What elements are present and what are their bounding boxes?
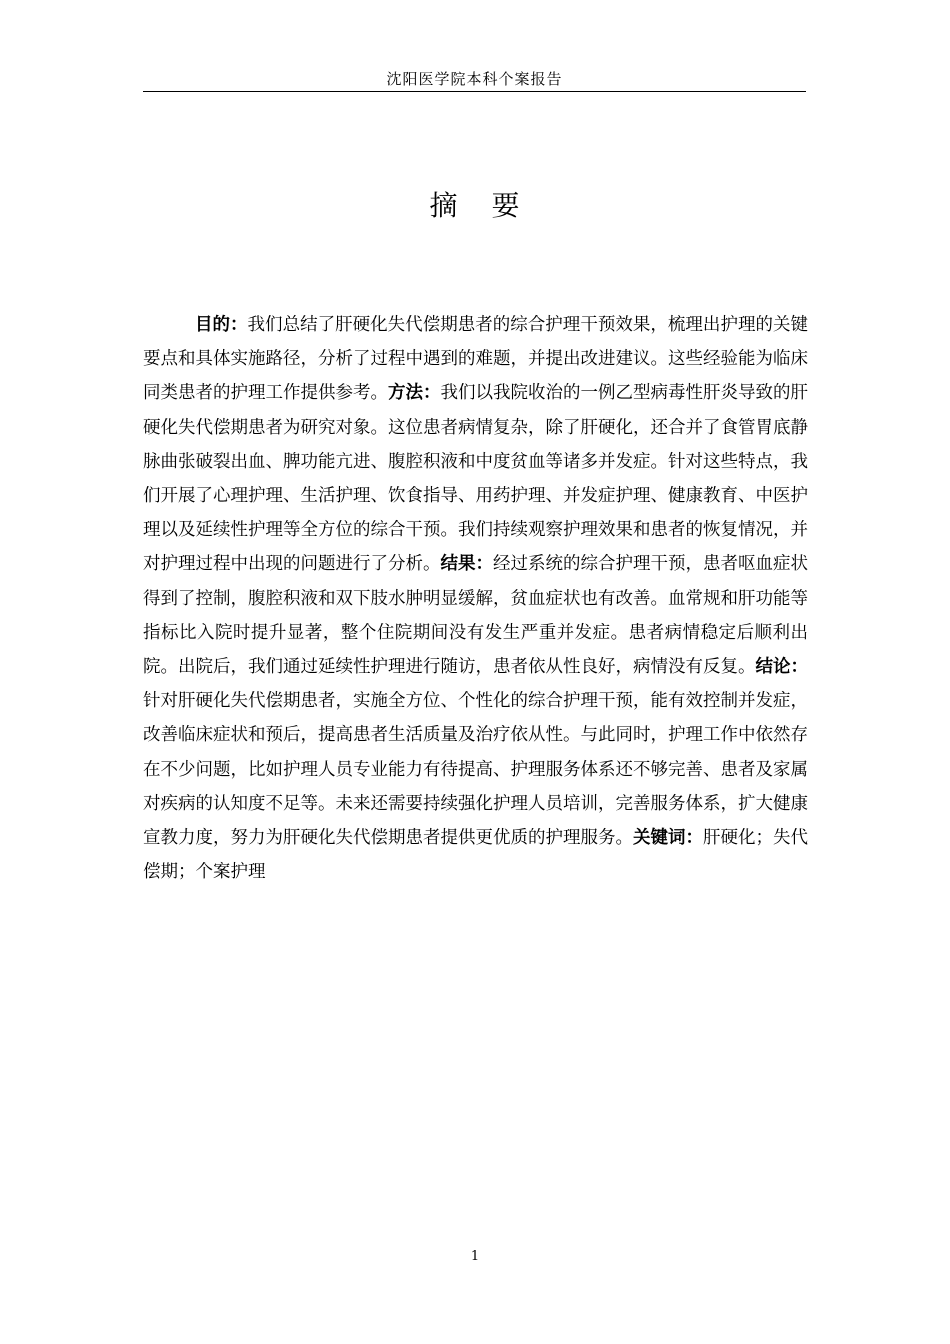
header-divider xyxy=(143,91,806,92)
abstract-paragraph xyxy=(143,308,808,889)
page-title xyxy=(143,186,806,226)
conclusion-label: 结论： xyxy=(755,657,808,678)
running-header-title: 沈阳医学院本科个案报告 xyxy=(386,70,563,88)
keywords-label: 关键词： xyxy=(633,828,703,849)
methods-text: 我们以我院收治的一例乙型病毒性肝炎导致的肝硬化失代偿期患者为研究对象。这位患者病情复杂，除了肝硬化，还合并了食管胃底静脉曲张破裂出血、脾功能亢进、腹腔积液和中度贫血等诸多并发症。针对这些特点，我们开展了心理护理、生活护理、饮食指导、用药护理、并发症护理、健康教育、中医护理以及延续性护理等全方位的综合干预。我们持续观察护理效果和患者的恢复情况，并对护理过程中出现的问题进行了分析。 xyxy=(143,383,808,575)
results-text: 经过系统的综合护理干预，患者呕血症状得到了控制，腹腔积液和双下肢水肿明显缓解，贫血症状也有改善。血常规和肝功能等指标比入院时提升显著，整个住院期间没有发生严重并发症。患者病情稳定后顺利出院。出院后，我们通过延续性护理进行随访，患者依从性良好，病情没有反复。 xyxy=(143,554,808,678)
keywords-text: 肝硬化；失代偿期；个案护理 xyxy=(143,828,808,883)
results-label: 结果： xyxy=(440,554,493,575)
objective-label: 目的： xyxy=(195,315,248,335)
title-char-1: 摘 xyxy=(429,189,458,222)
conclusion-text: 针对肝硬化失代偿期患者，实施全方位、个性化的综合护理干预，能有效控制并发症，改善临床症状和预后，提高患者生活质量及治疗依从性。与此同时，护理工作中依然存在不少问题，比如护理人员专业能力有待提高、护理服务体系还不够完善、患者及家属对疾病的认知度不足等。未来还需要持续强化护理人员培训，完善服务体系，扩大健康宣教力度，努力为肝硬化失代偿期患者提供更优质的护理服务。 xyxy=(143,691,808,849)
methods-label: 方法： xyxy=(388,383,441,404)
objective-text: 我们总结了肝硬化失代偿期患者的综合护理干预效果，梳理出护理的关键要点和具体实施路径，分析了过程中遇到的难题，并提出改进建议。这些经验能为临床同类患者的护理工作提供参考。 xyxy=(143,315,809,404)
page-number: 1 xyxy=(470,1249,480,1264)
title-char-2: 要 xyxy=(491,189,520,222)
